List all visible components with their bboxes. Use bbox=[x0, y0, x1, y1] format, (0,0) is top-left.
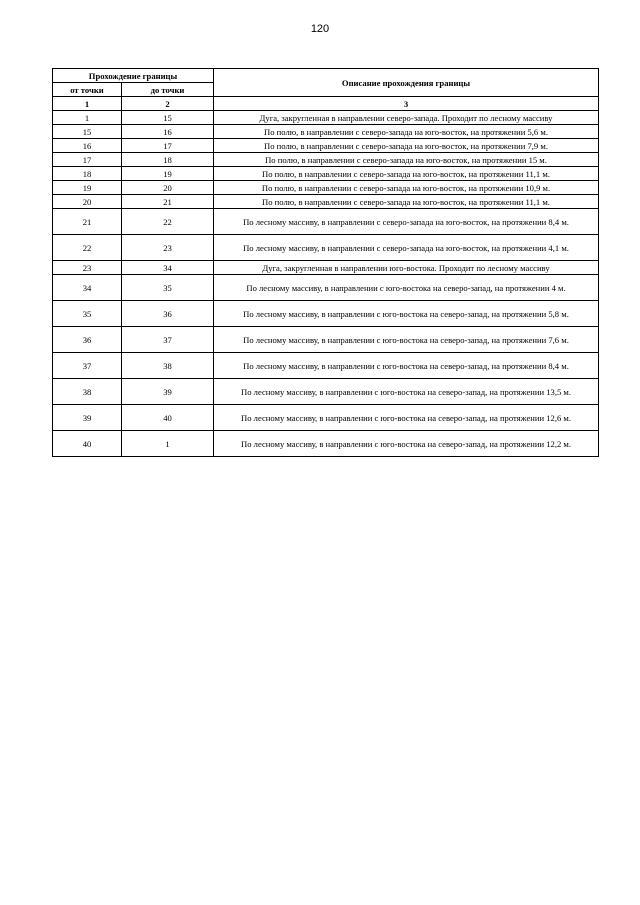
to-point-cell: 17 bbox=[122, 139, 214, 153]
header-to-point: до точки bbox=[122, 83, 214, 97]
description-cell: По лесному массиву, в направлении с юго-востока на северо-запад, на протяжении 7,6 м. bbox=[214, 327, 599, 353]
from-point-cell: 16 bbox=[53, 139, 122, 153]
description-cell: По полю, в направлении с северо-запада на юго-восток, на протяжении 10,9 м. bbox=[214, 181, 599, 195]
description-cell: По лесному массиву, в направлении с юго-востока на северо-запад, на протяжении 12,6 м. bbox=[214, 405, 599, 431]
description-cell: По лесному массиву, в направлении с юго-востока на северо-запад, на протяжении 8,4 м. bbox=[214, 353, 599, 379]
column-number-1: 1 bbox=[53, 97, 122, 111]
table-row bbox=[53, 353, 599, 379]
to-point-cell: 16 bbox=[122, 125, 214, 139]
header-boundary-passage: Прохождение границы bbox=[53, 69, 214, 83]
description-cell: По лесному массиву, в направлении с юго-востока на северо-запад, на протяжении 12,2 м. bbox=[214, 431, 599, 457]
description-cell: По полю, в направлении с северо-запада на юго-восток, на протяжении 7,9 м. bbox=[214, 139, 599, 153]
from-point-cell: 19 bbox=[53, 181, 122, 195]
to-point-cell: 19 bbox=[122, 167, 214, 181]
column-number-3: 3 bbox=[214, 97, 599, 111]
to-point-cell: 39 bbox=[122, 379, 214, 405]
to-point-cell: 1 bbox=[122, 431, 214, 457]
description-cell: По полю, в направлении с северо-запада на юго-восток, на протяжении 5,6 м. bbox=[214, 125, 599, 139]
table-row bbox=[53, 431, 599, 457]
description-cell: По лесному массиву, в направлении с юго-востока на северо-запад, на протяжении 4 м. bbox=[214, 275, 599, 301]
to-point-cell: 37 bbox=[122, 327, 214, 353]
from-point-cell: 37 bbox=[53, 353, 122, 379]
from-point-cell: 21 bbox=[53, 209, 122, 235]
from-point-cell: 40 bbox=[53, 431, 122, 457]
table-row bbox=[53, 167, 599, 181]
to-point-cell: 36 bbox=[122, 301, 214, 327]
description-cell: Дуга, закругленная в направлении северо-запада. Проходит по лесному массиву bbox=[214, 111, 599, 125]
table-row bbox=[53, 327, 599, 353]
description-cell: Дуга, закругленная в направлении юго-востока. Проходит по лесному массиву bbox=[214, 261, 599, 275]
to-point-cell: 15 bbox=[122, 111, 214, 125]
table-row bbox=[53, 139, 599, 153]
to-point-cell: 38 bbox=[122, 353, 214, 379]
from-point-cell: 17 bbox=[53, 153, 122, 167]
table-row bbox=[53, 275, 599, 301]
description-cell: По лесному массиву, в направлении с северо-запада на юго-восток, на протяжении 8,4 м. bbox=[214, 209, 599, 235]
description-cell: По лесному массиву, в направлении с юго-востока на северо-запад, на протяжении 5,8 м. bbox=[214, 301, 599, 327]
table-row bbox=[53, 111, 599, 125]
boundary-table bbox=[52, 68, 599, 457]
from-point-cell: 1 bbox=[53, 111, 122, 125]
description-cell: По лесному массиву, в направлении с юго-востока на северо-запад, на протяжении 13,5 м. bbox=[214, 379, 599, 405]
description-cell: По полю, в направлении с северо-запада на юго-восток, на протяжении 11,1 м. bbox=[214, 167, 599, 181]
from-point-cell: 38 bbox=[53, 379, 122, 405]
from-point-cell: 39 bbox=[53, 405, 122, 431]
description-cell: По полю, в направлении с северо-запада на юго-восток, на протяжении 11,1 м. bbox=[214, 195, 599, 209]
header-from-point: от точки bbox=[53, 83, 122, 97]
to-point-cell: 35 bbox=[122, 275, 214, 301]
from-point-cell: 23 bbox=[53, 261, 122, 275]
table-body bbox=[53, 111, 599, 457]
to-point-cell: 22 bbox=[122, 209, 214, 235]
to-point-cell: 40 bbox=[122, 405, 214, 431]
column-number-2: 2 bbox=[122, 97, 214, 111]
from-point-cell: 36 bbox=[53, 327, 122, 353]
table-row bbox=[53, 195, 599, 209]
to-point-cell: 23 bbox=[122, 235, 214, 261]
table-row bbox=[53, 301, 599, 327]
table-row bbox=[53, 261, 599, 275]
to-point-cell: 21 bbox=[122, 195, 214, 209]
table-row bbox=[53, 153, 599, 167]
table-row bbox=[53, 405, 599, 431]
from-point-cell: 15 bbox=[53, 125, 122, 139]
table-row bbox=[53, 181, 599, 195]
table-row bbox=[53, 235, 599, 261]
from-point-cell: 35 bbox=[53, 301, 122, 327]
to-point-cell: 34 bbox=[122, 261, 214, 275]
from-point-cell: 22 bbox=[53, 235, 122, 261]
table-row bbox=[53, 125, 599, 139]
to-point-cell: 20 bbox=[122, 181, 214, 195]
page-number: 120 bbox=[310, 23, 330, 35]
description-cell: По полю, в направлении с северо-запада на юго-восток, на протяжении 15 м. bbox=[214, 153, 599, 167]
from-point-cell: 20 bbox=[53, 195, 122, 209]
table-row bbox=[53, 379, 599, 405]
description-cell: По лесному массиву, в направлении с северо-запада на юго-восток, на протяжении 4,1 м. bbox=[214, 235, 599, 261]
to-point-cell: 18 bbox=[122, 153, 214, 167]
header-description: Описание прохождения границы bbox=[214, 69, 599, 97]
table-row bbox=[53, 209, 599, 235]
from-point-cell: 18 bbox=[53, 167, 122, 181]
from-point-cell: 34 bbox=[53, 275, 122, 301]
